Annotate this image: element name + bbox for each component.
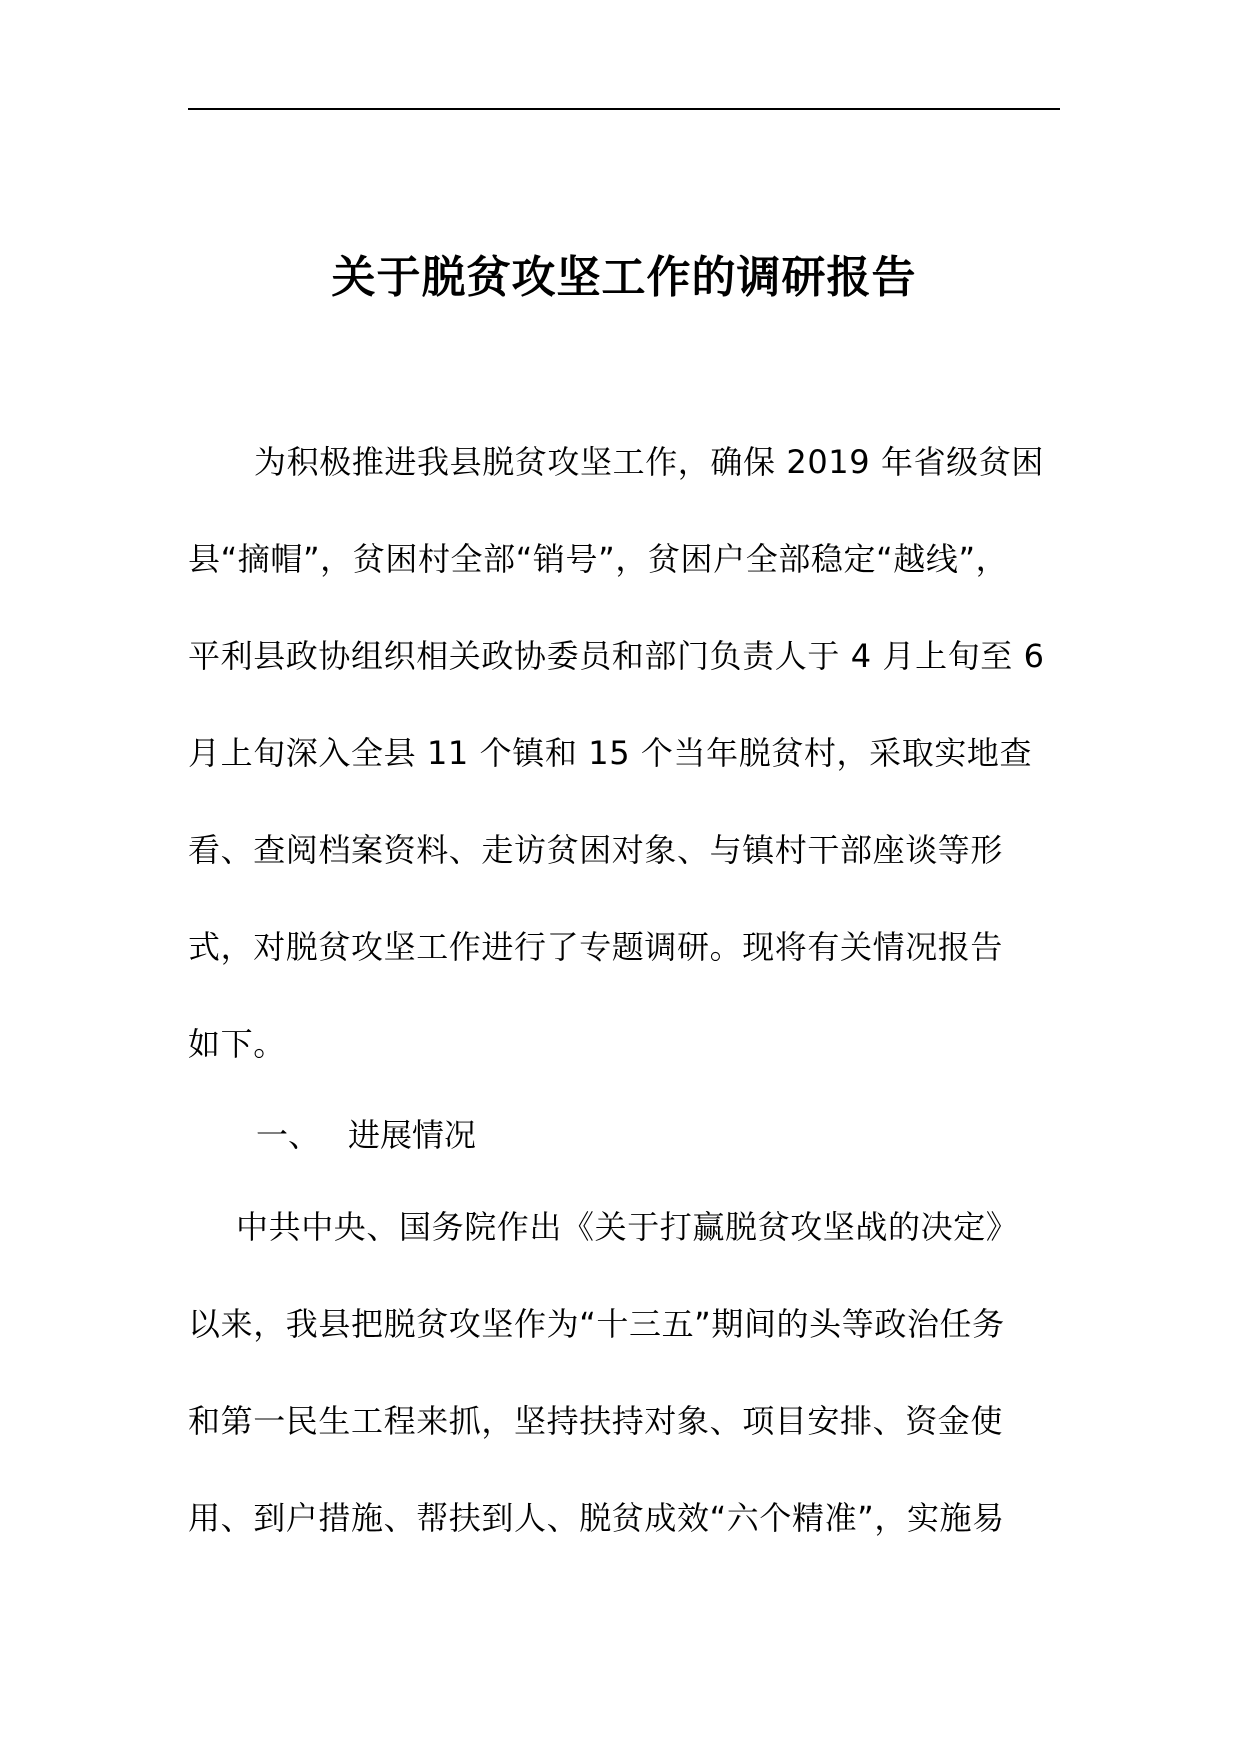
paragraph-line: 如下。 [188, 1025, 286, 1063]
paragraph-line: 中共中央、国务院作出《关于打赢脱贫攻坚战的决定》 [236, 1208, 1019, 1246]
paragraph-line: 为积极推进我县脱贫攻坚工作，确保 2019 年省级贫困 [254, 443, 1044, 481]
paragraph-line: 平利县政协组织相关政协委员和部门负责人于 4 月上旬至 6 [188, 637, 1045, 675]
paragraph-line: 县“摘帽”，贫困村全部“销号”，贫困户全部稳定“越线”， [188, 540, 1009, 578]
paragraph-line: 用、到户措施、帮扶到人、脱贫成效“六个精准”，实施易 [188, 1499, 1005, 1537]
paragraph-line: 看、查阅档案资料、走访贫困对象、与镇村干部座谈等形 [188, 831, 1004, 869]
document-title: 关于脱贫攻坚工作的调研报告 [331, 252, 917, 303]
paragraph-line: 和第一民生工程来抓，坚持扶持对象、项目安排、资金使 [188, 1402, 1004, 1440]
header-rule [188, 108, 1060, 110]
paragraph-line: 以来，我县把脱贫攻坚作为“十三五”期间的头等政治任务 [188, 1305, 1005, 1343]
section-number: 一、 [256, 1116, 321, 1154]
paragraph-line: 式，对脱贫攻坚工作进行了专题调研。现将有关情况报告 [188, 928, 1004, 966]
section-heading: 进展情况 [348, 1116, 477, 1154]
paragraph-line: 月上旬深入全县 11 个镇和 15 个当年脱贫村，采取实地查 [188, 734, 1033, 772]
